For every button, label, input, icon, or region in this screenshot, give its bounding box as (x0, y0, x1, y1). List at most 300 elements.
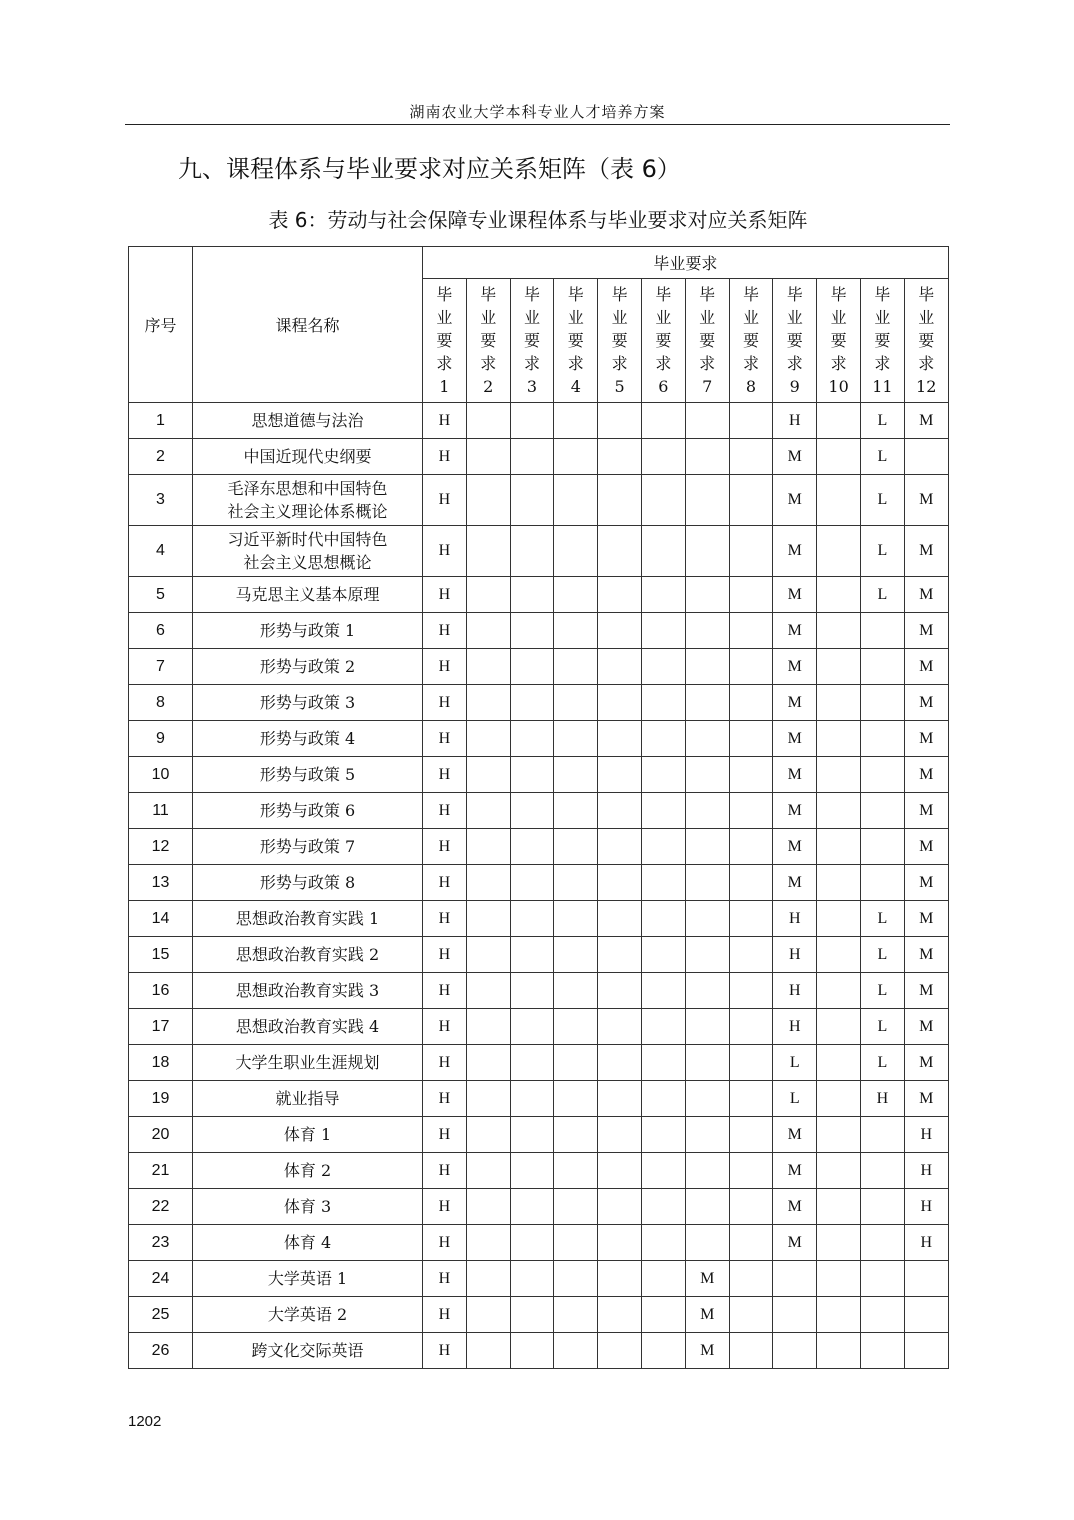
row-mark-req-9: M (773, 793, 817, 829)
row-mark-req-9: M (773, 721, 817, 757)
row-mark-req-4 (554, 1261, 598, 1297)
row-course-name (193, 1081, 423, 1117)
requirement-header-number: 11 (872, 377, 893, 396)
row-mark-req-7 (685, 439, 729, 475)
row-mark-req-12: M (904, 1045, 948, 1081)
row-mark-req-7 (685, 1153, 729, 1189)
row-mark-req-11 (860, 1297, 904, 1333)
row-seq: 22 (129, 1189, 193, 1225)
row-mark-req-8 (729, 901, 773, 937)
row-mark-req-11 (860, 1117, 904, 1153)
row-mark-req-6 (641, 439, 685, 475)
row-mark-req-8 (729, 439, 773, 475)
row-mark-req-7 (685, 403, 729, 439)
row-mark-req-2 (466, 973, 510, 1009)
row-mark-req-2 (466, 1117, 510, 1153)
row-mark-req-12: M (904, 829, 948, 865)
row-mark-req-6 (641, 403, 685, 439)
table-row (129, 439, 949, 475)
row-mark-req-4 (554, 1297, 598, 1333)
row-course-name (193, 1009, 423, 1045)
row-mark-req-3 (510, 865, 554, 901)
row-mark-req-5 (598, 649, 642, 685)
row-mark-req-7 (685, 865, 729, 901)
row-seq: 18 (129, 1045, 193, 1081)
row-mark-req-9: M (773, 649, 817, 685)
row-mark-req-7 (685, 1081, 729, 1117)
row-mark-req-10 (817, 1009, 861, 1045)
requirement-header-char: 毕 (480, 285, 497, 304)
row-mark-req-4 (554, 865, 598, 901)
row-mark-req-12: M (904, 901, 948, 937)
course-name-line: 社会主义思想概论 (243, 553, 372, 572)
row-mark-req-8 (729, 1225, 773, 1261)
table-row (129, 793, 949, 829)
row-course-name (193, 1153, 423, 1189)
row-mark-req-4 (554, 937, 598, 973)
requirement-header-char: 求 (480, 354, 497, 373)
row-mark-req-3 (510, 757, 554, 793)
row-mark-req-4 (554, 901, 598, 937)
row-mark-req-12: M (904, 649, 948, 685)
requirement-header-char: 业 (567, 308, 584, 327)
requirement-header-char: 求 (874, 354, 891, 373)
course-name-line: 形势与政策 2 (259, 657, 356, 676)
row-course-name (193, 613, 423, 649)
row-mark-req-1: H (423, 1225, 467, 1261)
row-mark-req-12: M (904, 403, 948, 439)
row-course-name (193, 721, 423, 757)
requirement-header-char: 业 (611, 308, 628, 327)
row-mark-req-7 (685, 829, 729, 865)
row-mark-req-10 (817, 439, 861, 475)
table-row (129, 1153, 949, 1189)
row-mark-req-1: H (423, 613, 467, 649)
row-mark-req-4 (554, 1117, 598, 1153)
row-mark-req-9: M (773, 577, 817, 613)
row-mark-req-6 (641, 901, 685, 937)
row-mark-req-2 (466, 577, 510, 613)
row-mark-req-4 (554, 1225, 598, 1261)
row-mark-req-7 (685, 613, 729, 649)
row-mark-req-2 (466, 1081, 510, 1117)
row-mark-req-3 (510, 973, 554, 1009)
course-name-line: 就业指导 (275, 1089, 340, 1108)
row-mark-req-5 (598, 1153, 642, 1189)
row-mark-req-12: M (904, 793, 948, 829)
row-seq: 11 (129, 793, 193, 829)
row-mark-req-11 (860, 649, 904, 685)
course-name-line: 形势与政策 6 (259, 801, 356, 820)
row-mark-req-6 (641, 865, 685, 901)
row-course-name (193, 526, 423, 577)
requirement-header-char: 业 (918, 308, 935, 327)
row-seq: 20 (129, 1117, 193, 1153)
row-mark-req-2 (466, 1333, 510, 1369)
row-mark-req-8 (729, 865, 773, 901)
row-mark-req-5 (598, 973, 642, 1009)
row-mark-req-9: M (773, 685, 817, 721)
requirement-header-char: 求 (436, 354, 453, 373)
row-mark-req-5 (598, 439, 642, 475)
row-mark-req-12 (904, 1297, 948, 1333)
row-mark-req-1: H (423, 793, 467, 829)
row-mark-req-11: L (860, 526, 904, 577)
row-seq: 7 (129, 649, 193, 685)
page-header: 湖南农业大学本科专业人才培养方案 (125, 100, 950, 125)
row-mark-req-11: L (860, 1009, 904, 1045)
row-mark-req-1: H (423, 1045, 467, 1081)
requirement-header-char: 业 (742, 308, 759, 327)
table-row (129, 475, 949, 526)
row-mark-req-1: H (423, 1333, 467, 1369)
row-mark-req-10 (817, 1297, 861, 1333)
row-mark-req-4 (554, 793, 598, 829)
header-requirement-2 (466, 279, 510, 403)
row-mark-req-12: H (904, 1153, 948, 1189)
row-seq: 5 (129, 577, 193, 613)
row-mark-req-2 (466, 1153, 510, 1189)
row-mark-req-10 (817, 613, 861, 649)
row-mark-req-6 (641, 1333, 685, 1369)
row-mark-req-4 (554, 829, 598, 865)
row-mark-req-12: M (904, 526, 948, 577)
row-mark-req-4 (554, 685, 598, 721)
table-row (129, 757, 949, 793)
requirement-header-char: 毕 (436, 285, 453, 304)
row-mark-req-3 (510, 1153, 554, 1189)
requirement-header-number: 5 (614, 377, 625, 396)
requirement-header-char: 业 (655, 308, 672, 327)
table-caption: 表 6：劳动与社会保障专业课程体系与毕业要求对应关系矩阵 (268, 208, 808, 232)
row-course-name (193, 1045, 423, 1081)
row-mark-req-1: H (423, 865, 467, 901)
row-mark-req-8 (729, 829, 773, 865)
row-mark-req-9: M (773, 439, 817, 475)
header-requirement-11 (860, 279, 904, 403)
row-mark-req-7 (685, 526, 729, 577)
row-mark-req-1: H (423, 526, 467, 577)
course-name-line: 思想政治教育实践 1 (235, 909, 380, 928)
row-mark-req-9: M (773, 613, 817, 649)
requirement-header-char: 业 (699, 308, 716, 327)
row-mark-req-9: L (773, 1045, 817, 1081)
row-mark-req-1: H (423, 973, 467, 1009)
row-course-name (193, 577, 423, 613)
requirement-header-char: 求 (786, 354, 803, 373)
row-course-name (193, 793, 423, 829)
header-requirement-3 (510, 279, 554, 403)
course-name-line: 大学英语 2 (267, 1305, 348, 1324)
row-mark-req-10 (817, 577, 861, 613)
row-mark-req-7 (685, 1117, 729, 1153)
row-mark-req-9: M (773, 865, 817, 901)
row-mark-req-2 (466, 475, 510, 526)
row-course-name (193, 1333, 423, 1369)
course-name-line: 思想政治教育实践 4 (235, 1017, 380, 1036)
table-row (129, 649, 949, 685)
row-mark-req-8 (729, 475, 773, 526)
row-mark-req-9: M (773, 829, 817, 865)
row-mark-req-11 (860, 613, 904, 649)
row-mark-req-4 (554, 439, 598, 475)
course-name-line: 思想道德与法治 (251, 411, 364, 430)
row-mark-req-5 (598, 685, 642, 721)
row-seq: 15 (129, 937, 193, 973)
requirement-header-char: 毕 (567, 285, 584, 304)
requirement-header-number: 7 (702, 377, 713, 396)
row-mark-req-1: H (423, 1189, 467, 1225)
row-mark-req-10 (817, 1117, 861, 1153)
row-mark-req-8 (729, 1333, 773, 1369)
requirement-header-char: 求 (655, 354, 672, 373)
row-mark-req-9: M (773, 757, 817, 793)
row-mark-req-12: H (904, 1225, 948, 1261)
row-course-name (193, 1117, 423, 1153)
row-mark-req-10 (817, 901, 861, 937)
row-mark-req-7: M (685, 1333, 729, 1369)
row-mark-req-4 (554, 1153, 598, 1189)
row-mark-req-6 (641, 1261, 685, 1297)
row-mark-req-5 (598, 1117, 642, 1153)
row-mark-req-9: H (773, 901, 817, 937)
requirement-header-char: 要 (567, 331, 584, 350)
row-mark-req-11: L (860, 577, 904, 613)
requirement-header-char: 求 (742, 354, 759, 373)
row-mark-req-12: H (904, 1189, 948, 1225)
row-mark-req-1: H (423, 1117, 467, 1153)
row-mark-req-4 (554, 757, 598, 793)
row-mark-req-4 (554, 577, 598, 613)
row-mark-req-12: M (904, 1009, 948, 1045)
row-mark-req-11 (860, 1189, 904, 1225)
row-mark-req-2 (466, 1261, 510, 1297)
row-mark-req-8 (729, 577, 773, 613)
row-mark-req-2 (466, 1045, 510, 1081)
requirement-header-char: 业 (523, 308, 540, 327)
header-requirement-6 (641, 279, 685, 403)
row-mark-req-10 (817, 1333, 861, 1369)
row-mark-req-2 (466, 439, 510, 475)
row-mark-req-3 (510, 1261, 554, 1297)
requirement-header-char: 要 (786, 331, 803, 350)
row-mark-req-8 (729, 1297, 773, 1333)
row-mark-req-10 (817, 973, 861, 1009)
row-mark-req-10 (817, 757, 861, 793)
row-mark-req-11 (860, 793, 904, 829)
requirement-header-char: 求 (611, 354, 628, 373)
row-mark-req-5 (598, 1189, 642, 1225)
requirement-header-number: 8 (745, 377, 757, 396)
row-mark-req-2 (466, 1225, 510, 1261)
row-mark-req-9: M (773, 1153, 817, 1189)
requirement-header-char: 业 (436, 308, 453, 327)
row-mark-req-11: L (860, 403, 904, 439)
row-mark-req-12: M (904, 721, 948, 757)
row-mark-req-11 (860, 757, 904, 793)
row-mark-req-2 (466, 649, 510, 685)
row-mark-req-6 (641, 1117, 685, 1153)
requirement-header-number: 6 (658, 377, 669, 396)
course-name-line: 毛泽东思想和中国特色 (227, 479, 388, 498)
row-mark-req-12: M (904, 757, 948, 793)
row-mark-req-8 (729, 973, 773, 1009)
row-mark-req-3 (510, 1117, 554, 1153)
row-mark-req-4 (554, 1333, 598, 1369)
course-name-line: 思想政治教育实践 2 (235, 945, 380, 964)
row-seq: 13 (129, 865, 193, 901)
requirement-header-char: 业 (786, 308, 803, 327)
row-course-name (193, 439, 423, 475)
requirement-header-char: 毕 (742, 285, 759, 304)
table-row (129, 901, 949, 937)
row-course-name (193, 403, 423, 439)
row-mark-req-1: H (423, 649, 467, 685)
requirement-header-number: 3 (526, 377, 538, 396)
row-mark-req-5 (598, 937, 642, 973)
requirement-header-char: 求 (918, 354, 935, 373)
row-mark-req-9: L (773, 1081, 817, 1117)
requirement-header-char: 要 (523, 331, 540, 350)
row-mark-req-9: H (773, 403, 817, 439)
requirement-header-char: 毕 (611, 285, 628, 304)
table-row (129, 613, 949, 649)
header-course-name: 课程名称 (193, 247, 423, 403)
requirement-header-char: 毕 (523, 285, 540, 304)
row-mark-req-11: L (860, 901, 904, 937)
row-mark-req-2 (466, 793, 510, 829)
row-mark-req-2 (466, 937, 510, 973)
row-course-name (193, 937, 423, 973)
row-mark-req-8 (729, 685, 773, 721)
header-requirement-8 (729, 279, 773, 403)
row-seq: 16 (129, 973, 193, 1009)
course-name-line: 大学生职业生涯规划 (235, 1053, 380, 1072)
row-seq: 8 (129, 685, 193, 721)
row-mark-req-10 (817, 1153, 861, 1189)
row-seq: 12 (129, 829, 193, 865)
row-mark-req-5 (598, 526, 642, 577)
requirement-header-number: 12 (916, 377, 937, 396)
row-mark-req-5 (598, 721, 642, 757)
table-row (129, 1189, 949, 1225)
header-requirement-9 (773, 279, 817, 403)
row-mark-req-3 (510, 613, 554, 649)
row-mark-req-4 (554, 1009, 598, 1045)
row-mark-req-10 (817, 1045, 861, 1081)
requirement-header-char: 毕 (874, 285, 891, 304)
row-mark-req-5 (598, 577, 642, 613)
row-mark-req-10 (817, 403, 861, 439)
row-mark-req-6 (641, 1297, 685, 1333)
row-mark-req-5 (598, 475, 642, 526)
table-row (129, 1261, 949, 1297)
row-mark-req-4 (554, 403, 598, 439)
requirement-header-char: 毕 (699, 285, 716, 304)
row-mark-req-10 (817, 526, 861, 577)
row-mark-req-1: H (423, 937, 467, 973)
row-mark-req-11: L (860, 475, 904, 526)
row-mark-req-5 (598, 1081, 642, 1117)
course-name-line: 习近平新时代中国特色 (227, 530, 388, 549)
row-mark-req-3 (510, 475, 554, 526)
row-mark-req-12: M (904, 685, 948, 721)
row-mark-req-12: M (904, 1081, 948, 1117)
row-mark-req-2 (466, 721, 510, 757)
row-mark-req-1: H (423, 1081, 467, 1117)
row-course-name (193, 865, 423, 901)
row-mark-req-9: M (773, 1225, 817, 1261)
requirement-header-char: 业 (480, 308, 497, 327)
row-mark-req-11 (860, 1261, 904, 1297)
requirement-header-char: 要 (830, 331, 847, 350)
course-name-line: 形势与政策 4 (259, 729, 356, 748)
course-name-line: 体育 2 (283, 1161, 332, 1180)
row-mark-req-5 (598, 901, 642, 937)
row-mark-req-8 (729, 1081, 773, 1117)
requirement-header-char: 要 (918, 331, 935, 350)
row-mark-req-6 (641, 613, 685, 649)
row-seq: 17 (129, 1009, 193, 1045)
row-mark-req-5 (598, 613, 642, 649)
row-mark-req-3 (510, 1225, 554, 1261)
row-mark-req-2 (466, 865, 510, 901)
header-requirement-5 (598, 279, 642, 403)
table-row (129, 721, 949, 757)
row-seq: 3 (129, 475, 193, 526)
row-mark-req-1: H (423, 577, 467, 613)
row-mark-req-2 (466, 757, 510, 793)
requirement-header-char: 业 (874, 308, 891, 327)
row-mark-req-11 (860, 1225, 904, 1261)
table-row (129, 685, 949, 721)
row-mark-req-3 (510, 1333, 554, 1369)
row-mark-req-3 (510, 829, 554, 865)
row-mark-req-1: H (423, 685, 467, 721)
row-seq: 21 (129, 1153, 193, 1189)
row-mark-req-6 (641, 973, 685, 1009)
row-mark-req-3 (510, 1045, 554, 1081)
header-seq: 序号 (129, 247, 193, 403)
row-mark-req-10 (817, 1081, 861, 1117)
row-mark-req-10 (817, 721, 861, 757)
row-course-name (193, 1189, 423, 1225)
row-mark-req-5 (598, 757, 642, 793)
row-mark-req-3 (510, 526, 554, 577)
row-mark-req-1: H (423, 1009, 467, 1045)
requirement-header-char: 业 (830, 308, 847, 327)
row-mark-req-12: M (904, 475, 948, 526)
row-mark-req-10 (817, 793, 861, 829)
row-mark-req-1: H (423, 829, 467, 865)
row-mark-req-3 (510, 1189, 554, 1225)
row-mark-req-2 (466, 1009, 510, 1045)
row-mark-req-6 (641, 1081, 685, 1117)
row-mark-req-5 (598, 865, 642, 901)
row-mark-req-4 (554, 721, 598, 757)
row-mark-req-5 (598, 793, 642, 829)
row-seq: 6 (129, 613, 193, 649)
row-mark-req-6 (641, 721, 685, 757)
row-mark-req-8 (729, 613, 773, 649)
course-name-line: 体育 3 (283, 1197, 332, 1216)
row-mark-req-7: M (685, 1297, 729, 1333)
table-row (129, 403, 949, 439)
header-requirement-4 (554, 279, 598, 403)
row-mark-req-4 (554, 613, 598, 649)
row-mark-req-5 (598, 829, 642, 865)
row-mark-req-11: L (860, 439, 904, 475)
